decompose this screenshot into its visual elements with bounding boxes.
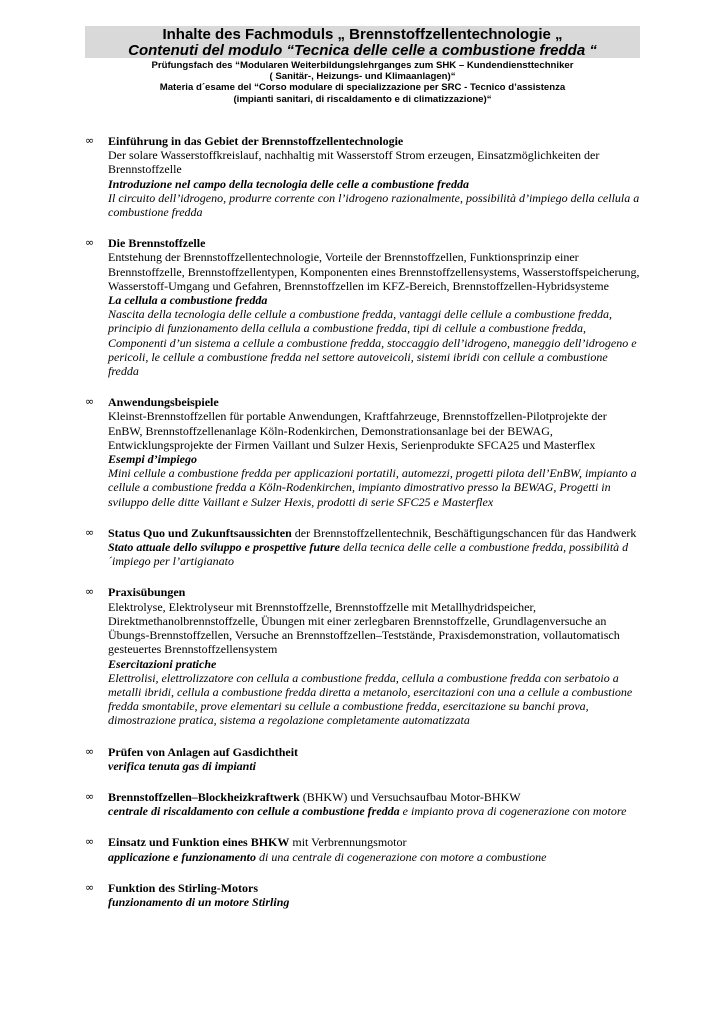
item-title-de: Anwendungsbeispiele	[108, 395, 219, 410]
item-title-it: Introduzione nel campo della tecnologia delle celle a combustione fredda	[108, 176, 469, 191]
item-title-it: funzionamento di un motore Stirling	[108, 894, 290, 909]
list-item-body	[108, 526, 640, 569]
item-title-de: Brennstoffzellen–Blockheizkraftwerk	[108, 789, 300, 804]
infinity-bullet-icon: ∞	[85, 789, 95, 803]
item-line-de	[108, 835, 640, 849]
item-title-it: Esempi d’impiego	[108, 452, 197, 467]
item-title-it: Esercitazioni pratiche	[108, 656, 217, 671]
item-text-de: Kleinst-Brennstoffzellen für portable Anwendungen, Kraftfahrzeuge, Brennstoffzellen-Pilotprojekte der EnBW, Brennstoffzellenanlage Köln-Rodenkirchen, Demonstrationsanlage bei der BEWAG, Entwicklungsprojekte der Firmen Vaillant und Sulzer Hexis, Serienprodukte SFCA25 und Masterflex	[108, 409, 607, 452]
list-item-body	[108, 790, 640, 818]
list-item-body	[108, 134, 640, 219]
item-text-de: Der solare Wasserstoffkreislauf, nachhaltig mit Wasserstoff Strom erzeugen, Einsatzmöglichkeiten der Brennstoffzelle	[108, 148, 600, 177]
item-title-de: Status Quo und Zukunftsaussichten	[108, 525, 292, 540]
item-title-de: Einführung in das Gebiet der Brennstoffzellentechnologie	[108, 134, 404, 148]
item-text-de: Elektrolyse, Elektrolyseur mit Brennstoffzelle, Brennstoffzelle mit Metallhydridspeicher, Direktmethanolbrennstoffzelle, Übungen mit einer zerlegbaren Brennstoffzelle, Grundlagenversuche an Übungs-Brennstoffzellen, Versuche an Brennstoffzellen–Teststände, Praxisdemonstration, vollautomatisch gesteuertes Brennstoffzellensystem	[108, 599, 620, 657]
item-title-de: Funktion des Stirling-Motors	[108, 880, 259, 895]
document-header	[85, 27, 640, 105]
list-item	[85, 526, 640, 569]
item-title-de: Prüfen von Anlagen auf Gasdichtheit	[108, 744, 299, 759]
subtitle-italian-line-1: Materia d´esame del “Corso modulare di specializzazione per SRC - Tecnico d’assistenza	[159, 82, 566, 94]
list-item	[85, 585, 640, 727]
item-text-it: Mini cellule a combustione fredda per applicazioni portatili, automezzi, progetti pilota dell’EnBW, impianto a cellule a combustione fredda a Köln-Rodenkirchen, impianto dimostrativo presso la BEWAG, Progetti in sviluppo delle ditte Vaillant e Sulzer Hexis, prodotti di serie SFC25 e Masterflex	[108, 466, 637, 509]
item-title-it-rest: della tecnica delle celle a combustione fredda, possibilità d´impiego per l’artigianato	[108, 540, 629, 569]
list-item-body	[108, 835, 640, 863]
item-text-it: Il circuito dell’idrogeno, produrre corrente con l’idrogeno razionalmente, possibilità d’impiego della cellula a combustione fredda	[108, 190, 640, 220]
list-item-body	[108, 585, 640, 727]
title-italian: Contenuti del modulo “Tecnica delle celle a combustione fredda “	[128, 42, 597, 59]
infinity-bullet-icon: ∞	[85, 236, 95, 250]
list-item	[85, 395, 640, 509]
infinity-bullet-icon: ∞	[85, 744, 95, 758]
item-text-it: Elettrolisi, elettrolizzatore con cellula a combustione fredda, cellula a combustione fredda con serbatoio a metalli ibridi, cellula a combustione fredda diretta a metanolo, esercitazioni con una a cellule a combustione fredda smontabile, prove elementari su cellule a combustione fredda, esercitazione su banchi prova, dimostrazione pratica, sistema a regolazione completamente automatizzata	[108, 670, 633, 728]
subtitle-german-line-1: Prüfungsfach des “Modularen Weiterbildungslehrganges zum SHK – Kundendiensttechniker	[151, 60, 574, 71]
item-title-it: verifica tenuta gas di impianti	[108, 758, 257, 773]
item-title-it: Stato attuale dello sviluppo e prospettive future	[108, 540, 340, 555]
item-text-it: Nascita della tecnologia delle cellule a combustione fredda, vantaggi delle cellule a combustione fredda, principio di funzionamento della cellula a combustione fredda, tipi di cellule a combustione fredda, Componenti d’un sistema a cellule a combustione fredda, stoccaggio dell’idrogeno, maneggio dell’idrogeno e pericoli, le cellule a combustione fredda nel settore autoveicoli, sistemi ibridi con cellule a combustione fredda	[108, 307, 637, 379]
list-item	[85, 236, 640, 378]
item-title-de-rest: der Brennstoffzellentechnik, Beschäftigungschancen für das Handwerk	[291, 525, 637, 540]
list-item	[85, 745, 640, 773]
infinity-bullet-icon: ∞	[85, 585, 95, 599]
content-list	[85, 134, 640, 909]
item-title-de: Die Brennstoffzelle	[108, 236, 206, 251]
item-title-it: applicazione e funzionamento	[108, 849, 257, 864]
infinity-bullet-icon: ∞	[85, 134, 95, 147]
item-title-it-rest: di una centrale di cogenerazione con motore a combustione	[256, 849, 547, 864]
subtitle-german-line-2: ( Sanitär-, Heizungs- und Klimaanlagen)“	[269, 71, 456, 83]
item-line-it	[108, 850, 640, 864]
subtitle-italian-line-2: (impianti sanitari, di riscaldamento e di climatizzazione)“	[233, 93, 492, 105]
item-line-it	[108, 540, 640, 568]
list-item-body	[108, 395, 640, 509]
list-item	[85, 790, 640, 818]
list-item	[85, 134, 640, 219]
infinity-bullet-icon: ∞	[85, 880, 95, 894]
infinity-bullet-icon: ∞	[85, 835, 95, 849]
list-item	[85, 881, 640, 909]
item-title-de: Praxisübungen	[108, 585, 186, 600]
list-item-body	[108, 881, 640, 909]
item-title-de: Einsatz und Funktion eines BHKW	[108, 835, 290, 850]
item-title-it-rest: e impianto prova di cogenerazione con motore	[399, 804, 627, 819]
item-line-de	[108, 790, 640, 804]
item-line-it	[108, 804, 640, 818]
title-german: Inhalte des Fachmoduls „ Brennstoffzellentechnologie „	[162, 26, 563, 43]
item-title-de-rest: (BHKW) und Versuchsaufbau Motor-BHKW	[299, 789, 521, 804]
list-item	[85, 835, 640, 863]
item-title-it: La cellula a combustione fredda	[108, 293, 268, 308]
item-title-it: centrale di riscaldamento con cellule a combustione fredda	[108, 804, 400, 819]
list-item-body	[108, 745, 640, 773]
list-item-body	[108, 236, 640, 378]
item-line-de	[108, 526, 640, 540]
infinity-bullet-icon: ∞	[85, 525, 95, 539]
item-title-de-rest: mit Verbrennungsmotor	[289, 835, 407, 850]
item-text-de: Entstehung der Brennstoffzellentechnologie, Vorteile der Brennstoffzellen, Funktionsprinzip einer Brennstoffzelle, Brennstoffzellentypen, Komponenten eines Brennstoffzellensystems, Wasserstoffspeicherung, Wasserstoff-Umgang und Gefahren, Brennstoffzellen im KFZ-Bereich, Brennstoffzellen-Hybridsysteme	[108, 250, 640, 293]
infinity-bullet-icon: ∞	[85, 395, 95, 409]
